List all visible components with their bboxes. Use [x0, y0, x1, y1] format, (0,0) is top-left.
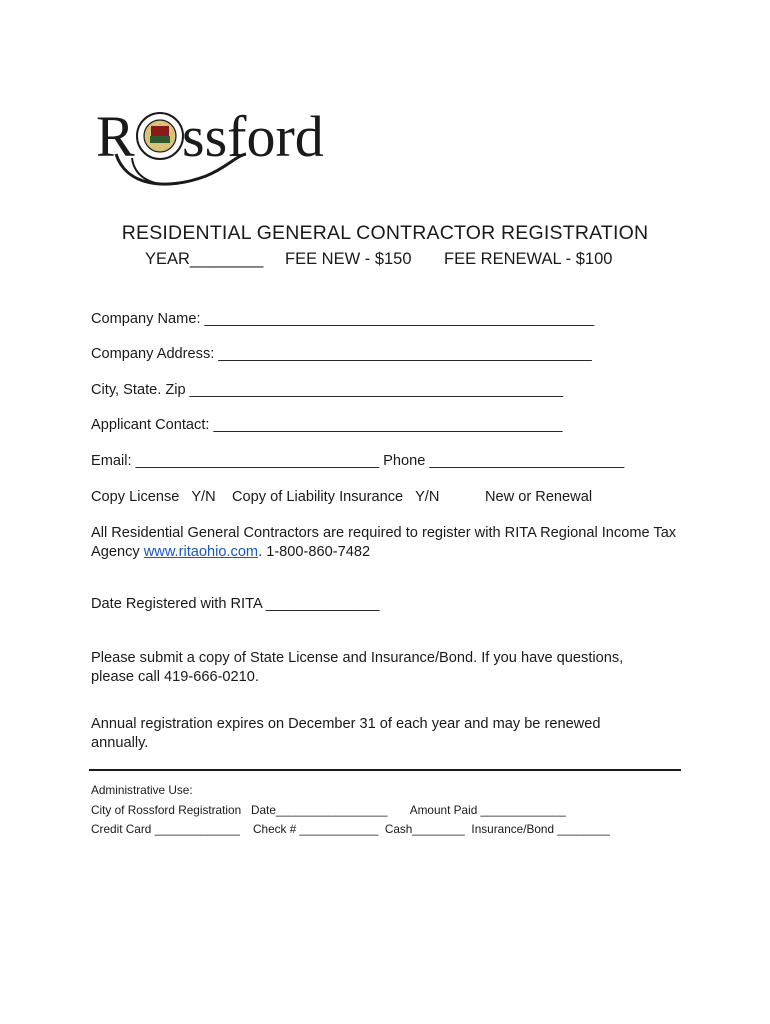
company-name-field[interactable]: Company Name: ________________________________________________ — [91, 311, 595, 327]
seal-building — [151, 126, 169, 136]
admin-row-registration[interactable]: City of Rossford Registration Date_________________ Amount Paid _____________ — [91, 803, 566, 817]
fee-renewal: FEE RENEWAL - $100 — [444, 250, 613, 268]
rita-text-after: . 1-800-860-7482 — [258, 544, 371, 560]
logo-letters-ssford: ssford — [182, 104, 324, 169]
rossford-logo — [96, 96, 324, 196]
company-address-field[interactable]: Company Address: ______________________________________________ — [91, 346, 592, 362]
fee-new: FEE NEW - $150 — [285, 250, 412, 268]
new-or-renewal-option[interactable]: New or Renewal — [485, 489, 593, 505]
rossford-logo-graphic — [96, 96, 324, 196]
form-title: RESIDENTIAL GENERAL CONTRACTOR REGISTRATION — [121, 222, 649, 244]
applicant-contact-field[interactable]: Applicant Contact: ___________________________________________ — [91, 417, 563, 433]
copy-license-option[interactable]: Copy License Y/N — [91, 489, 216, 505]
submit-note: Please submit a copy of State License and Insurance/Bond. If you have questions, please call 419-666-0210. — [91, 650, 624, 685]
copy-insurance-option[interactable]: Copy of Liability Insurance Y/N — [232, 489, 440, 505]
rita-text-before: All Residential General Contractors are required to register with RITA Regional Income Tax Agency — [91, 525, 677, 560]
city-state-zip-field[interactable]: City, State. Zip ______________________________________________ — [91, 382, 564, 398]
logo-letter-r: R — [96, 104, 135, 169]
email-phone-field[interactable]: Email: ______________________________ Phone ________________________ — [91, 453, 625, 469]
year-field[interactable]: YEAR________ — [145, 250, 264, 268]
admin-row-payment[interactable]: Credit Card _____________ Check # ____________ Cash________ Insurance/Bond ________ — [91, 822, 610, 836]
seal-ground — [150, 136, 170, 143]
rita-link[interactable]: www.ritaohio.com — [143, 544, 259, 560]
expiry-note: Annual registration expires on December 31 of each year and may be renewed annually. — [91, 716, 601, 751]
date-registered-field[interactable]: Date Registered with RITA ______________ — [91, 596, 380, 612]
section-divider — [89, 769, 681, 771]
rita-paragraph — [91, 524, 691, 562]
admin-heading: Administrative Use: — [91, 783, 193, 797]
